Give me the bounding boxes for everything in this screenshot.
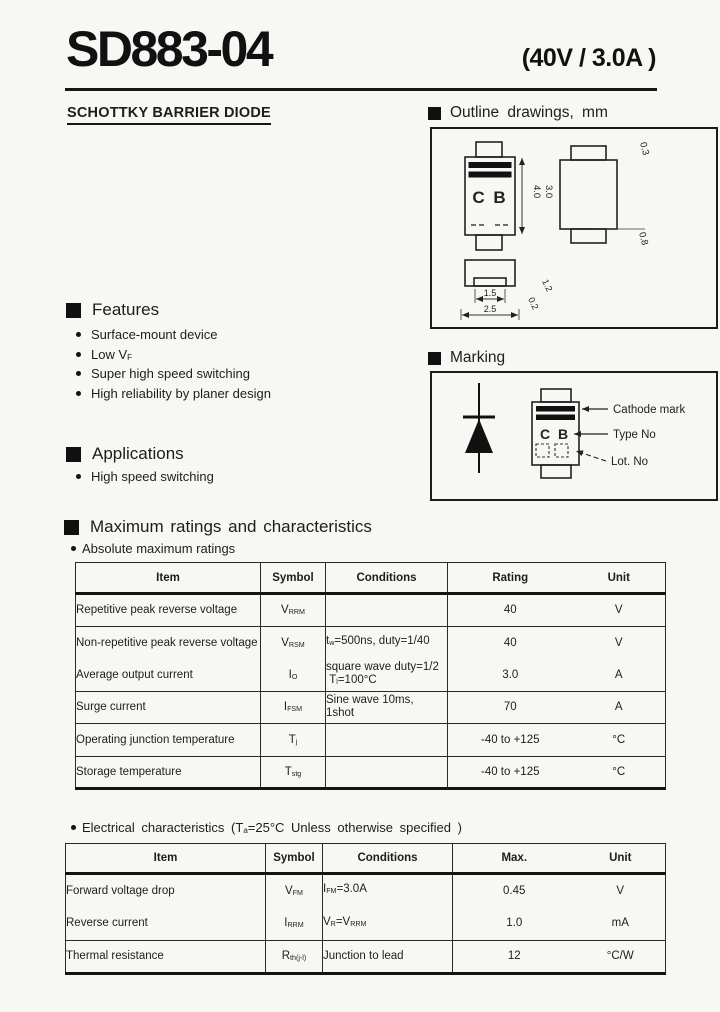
- table-row: [76, 691, 666, 724]
- side-view: [560, 146, 617, 243]
- dim-body-height-inner: 3.0: [543, 185, 554, 199]
- cell-conditions: $t_w=500ns$, duty=1/40: [326, 626, 448, 659]
- table-row: [76, 659, 666, 692]
- feature-text: Super high speed switching: [91, 366, 250, 382]
- cell-symbol: $V_{FM}$: [266, 874, 323, 907]
- cell-conditions: [326, 756, 448, 789]
- front-view-marking: C B: [472, 188, 508, 207]
- cell-value: 70: [503, 701, 517, 714]
- cell-item: Average output current: [76, 659, 261, 692]
- cell-item: Operating junction temperature: [76, 724, 261, 757]
- lot-no-label: Lot. No: [611, 456, 649, 468]
- section-square-icon: [66, 303, 81, 318]
- table-row: [66, 874, 666, 907]
- electrical-subsection: [71, 820, 462, 835]
- table-header-row: [76, 563, 666, 594]
- bullet-icon: [76, 391, 81, 396]
- column-header: Max.: [501, 852, 528, 864]
- dim-body-thickness: 1.2: [540, 277, 555, 294]
- cell-conditions: [326, 594, 448, 627]
- list-item: [74, 345, 271, 365]
- dim-flange-thickness: 0.2: [526, 295, 541, 312]
- cell-unit: V: [616, 884, 625, 897]
- cell-item: Storage temperature: [76, 756, 261, 789]
- bullet-icon: [71, 546, 76, 551]
- section-square-icon: [428, 352, 441, 365]
- cell-value: 12: [507, 950, 521, 963]
- cell-unit: A: [614, 701, 623, 714]
- cell-unit: V: [614, 636, 623, 649]
- cell-unit: °C/W: [606, 950, 634, 963]
- marking-section-heading: [428, 349, 505, 367]
- cell-value: -40 to +125: [480, 765, 540, 778]
- bullet-icon: [76, 371, 81, 376]
- cathode-mark-label: Cathode mark: [613, 404, 686, 416]
- cell-item: Surge current: [76, 691, 261, 724]
- cell-item: Non-repetitive peak reverse voltage: [76, 626, 261, 659]
- cathode-bar-1: [536, 406, 575, 412]
- section-square-icon: [66, 447, 81, 462]
- cell-unit: mA: [611, 917, 629, 930]
- lot-leader: [576, 451, 606, 461]
- ratings-section-heading: [64, 517, 372, 537]
- electrical-subsection-label: Electrical characteristics ($T_a=25^\circ C$ Unless otherwise specified ): [82, 820, 462, 835]
- cell-item: Thermal resistance: [66, 940, 266, 973]
- cell-symbol: $R_{th(j-l)}$: [266, 940, 323, 973]
- list-item: [74, 325, 271, 345]
- electrical-table: [65, 843, 666, 975]
- cell-symbol: $I_{FSM}$: [261, 691, 326, 724]
- applications-section-heading: [66, 444, 184, 464]
- cell-symbol: $I_O$: [261, 659, 326, 692]
- type-no-marking: C B: [539, 426, 571, 442]
- max-ratings-table: [75, 562, 666, 790]
- applications-list: [74, 469, 214, 484]
- bullet-icon: [76, 474, 81, 479]
- section-square-icon: [428, 107, 441, 120]
- cell-unit: °C: [612, 733, 626, 746]
- table-row: [66, 940, 666, 973]
- cathode-bar-2: [469, 172, 512, 178]
- table-row: [76, 626, 666, 659]
- column-header: Symbol: [266, 844, 323, 874]
- column-header: Conditions: [326, 563, 448, 594]
- ratings-subsection: [71, 541, 235, 556]
- dim-flange-width: 1.5: [483, 288, 497, 298]
- table-row: [66, 907, 666, 940]
- features-section-heading: [66, 300, 159, 320]
- rating-summary: (40V / 3.0A ): [521, 44, 656, 72]
- cell-value: 3.0: [502, 668, 519, 681]
- outline-section-heading: [428, 104, 608, 122]
- cell-item: Forward voltage drop: [66, 874, 266, 907]
- cell-symbol: $V_{RRM}$: [261, 594, 326, 627]
- ratings-subsection-label: Absolute maximum ratings: [82, 541, 236, 556]
- type-no-label: Type No: [613, 429, 656, 441]
- ratings-title: Maximum ratings and characteristics: [90, 517, 372, 536]
- cell-symbol: $V_{RSM}$: [261, 626, 326, 659]
- column-header: Conditions: [323, 844, 453, 874]
- column-header: Item: [76, 563, 261, 594]
- bullet-icon: [71, 825, 76, 830]
- bullet-icon: [76, 332, 81, 337]
- cell-conditions: [326, 724, 448, 757]
- bottom-view: [465, 260, 515, 286]
- marking-drawing: [432, 373, 712, 495]
- cell-unit: V: [614, 604, 623, 617]
- bullet-icon: [76, 352, 81, 357]
- table-row: [76, 756, 666, 789]
- cell-conditions: square wave duty=1/2 $T_l=100^\circ C$: [326, 659, 448, 692]
- cell-conditions: $I_{FM}=3.0A$: [323, 874, 453, 907]
- features-title: Features: [92, 300, 160, 319]
- column-header: Rating: [492, 571, 529, 584]
- dim-tab-width: 0.3: [637, 140, 652, 157]
- column-header: Unit: [609, 852, 632, 864]
- marking-title: Marking: [450, 349, 506, 366]
- list-item: [74, 469, 214, 484]
- cell-value: 1.0: [506, 917, 523, 930]
- category-label: SCHOTTKY BARRIER DIODE: [67, 105, 271, 125]
- page-title: SD883-04: [66, 21, 272, 77]
- column-header: Symbol: [261, 563, 326, 594]
- cell-symbol: $T_{stg}$: [261, 756, 326, 789]
- column-header: Item: [66, 844, 266, 874]
- list-item: [74, 384, 271, 404]
- cell-item: Repetitive peak reverse voltage: [76, 594, 261, 627]
- lot-no-boxes: [536, 444, 568, 457]
- dim-lead-height: 0.8: [636, 230, 651, 247]
- feature-text: Low $V_F$: [91, 346, 133, 362]
- features-list: [74, 325, 271, 403]
- cathode-bar-1: [469, 162, 512, 168]
- section-square-icon: [64, 520, 79, 535]
- application-text: High speed switching: [91, 469, 214, 484]
- cathode-bar-2: [536, 415, 575, 421]
- feature-text: High reliability by planer design: [91, 385, 271, 401]
- cell-symbol: $T_j$: [261, 724, 326, 757]
- diode-symbol-icon: [463, 383, 495, 473]
- outline-title: Outline drawings, mm: [450, 104, 608, 121]
- outline-drawing: [432, 129, 712, 323]
- title-rule: [65, 88, 657, 91]
- cell-conditions: Sine wave 10ms, 1shot: [326, 691, 448, 724]
- table-row: [76, 594, 666, 627]
- table-row: [76, 724, 666, 757]
- list-item: [74, 364, 271, 384]
- cell-value: 0.45: [503, 884, 526, 897]
- cell-value: -40 to +125: [480, 733, 540, 746]
- marking-box: [430, 371, 718, 501]
- cell-unit: °C: [612, 765, 626, 778]
- column-header: Unit: [607, 571, 630, 584]
- cell-value: 40: [503, 636, 517, 649]
- applications-title: Applications: [92, 444, 184, 463]
- dim-body-height: 4.0: [531, 185, 542, 199]
- outline-drawing-box: [430, 127, 718, 329]
- feature-text: Surface-mount device: [91, 327, 218, 343]
- cell-conditions: $V_R=V_{RRM}$: [323, 907, 453, 940]
- cell-symbol: $I_{RRM}$: [266, 907, 323, 940]
- cell-unit: A: [614, 668, 623, 681]
- table-header-row: [66, 844, 666, 874]
- cell-value: 40: [503, 604, 517, 617]
- cell-item: Reverse current: [66, 907, 266, 940]
- cell-conditions: Junction to lead: [323, 940, 453, 973]
- dim-body-width: 2.5: [483, 304, 497, 314]
